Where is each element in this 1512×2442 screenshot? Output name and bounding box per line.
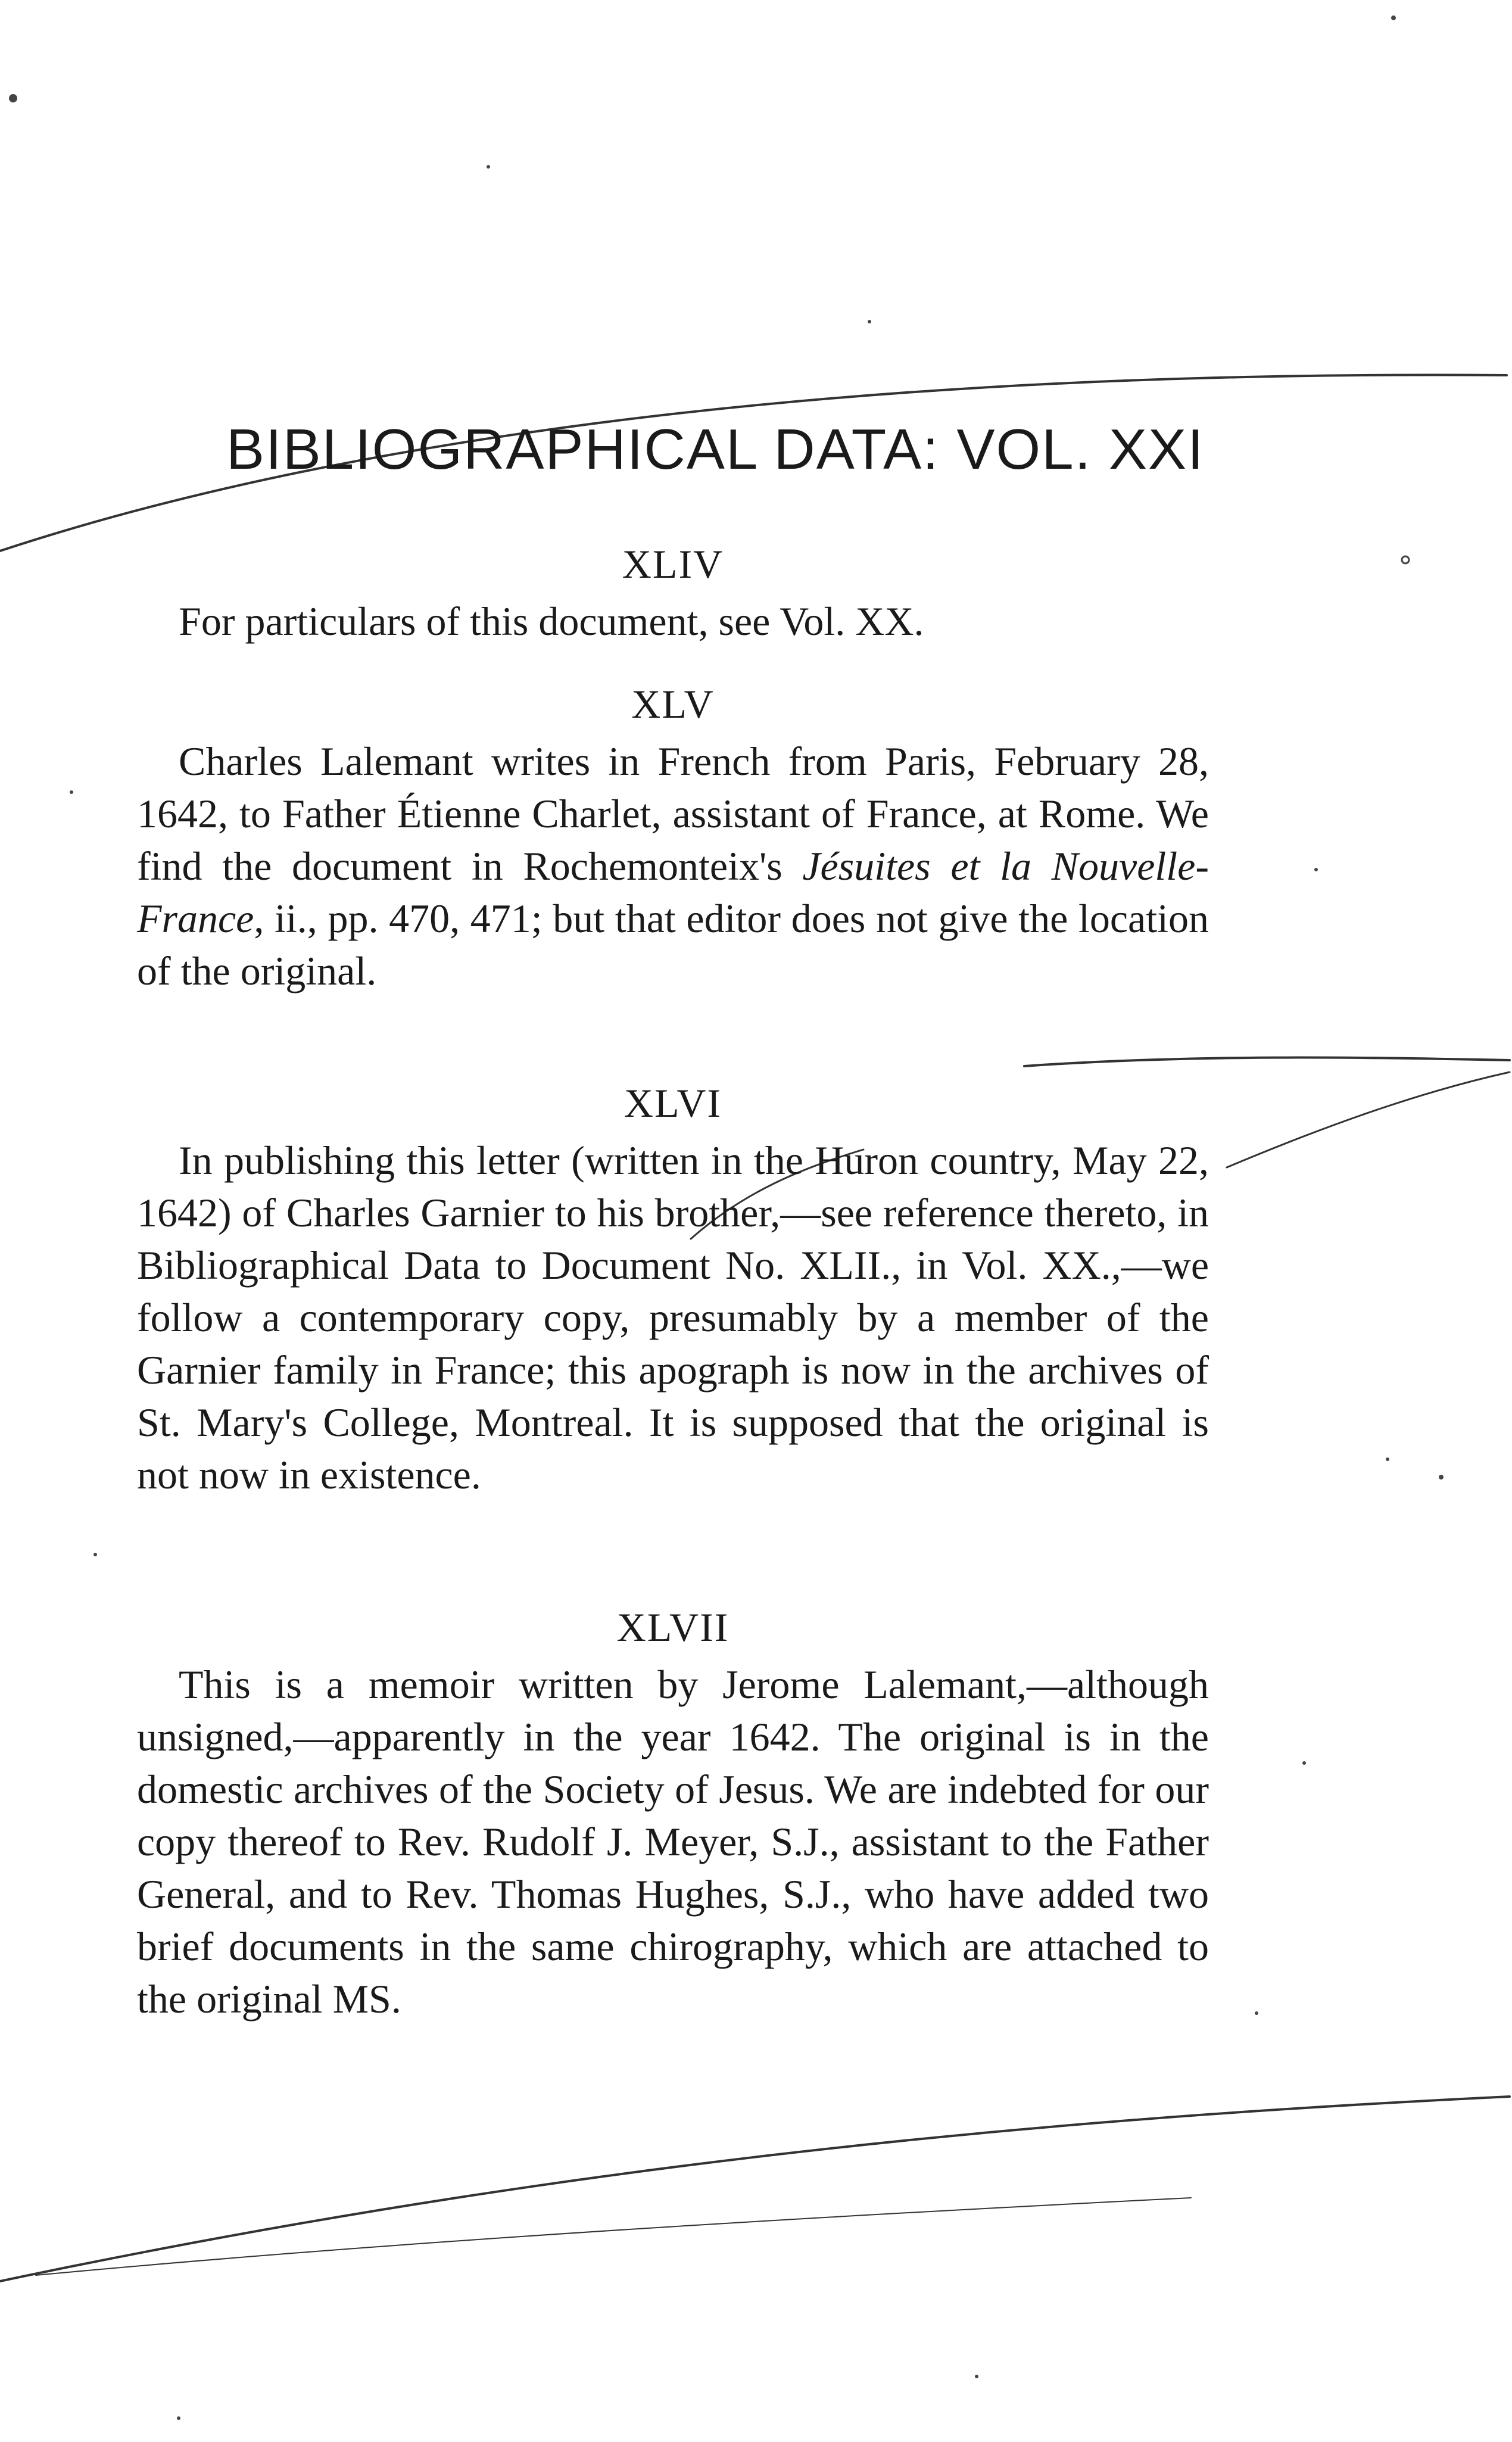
section-text-part: , ii., pp. 470, 471; but that editor does not give the location of the original. bbox=[137, 896, 1209, 993]
section-xlvii bbox=[137, 1602, 1209, 2025]
section-text bbox=[137, 735, 1209, 997]
scan-line bbox=[1024, 1058, 1510, 1066]
page-title: BIBLIOGRAPHICAL DATA: VOL. XXI bbox=[226, 418, 1205, 481]
section-text: This is a memoir written by Jerome Lalemant,—although unsigned,—apparently in the year 1642. The original is in the domestic archives of the Society of Jesus. We are indebted for our copy thereof to Rev. Rudolf J. Meyer, S.J., assistant to the Father General, and to Rev. Thomas Hughes, S.J., who have added two brief documents in the same chirography, which are attached to the original MS. bbox=[137, 1662, 1209, 2021]
scan-line bbox=[1227, 1072, 1510, 1167]
section-xlvi bbox=[137, 1078, 1209, 1501]
section-xliv bbox=[137, 539, 1209, 647]
section-xlv bbox=[137, 679, 1209, 997]
section-heading: XLVII bbox=[616, 1605, 729, 1650]
scan-line bbox=[36, 2198, 1191, 2275]
scan-line bbox=[0, 2097, 1510, 2281]
section-heading: XLV bbox=[631, 681, 715, 727]
book-title: Jésuites et la Nouvelle-France bbox=[137, 843, 1209, 941]
section-text: For particulars of this document, see Vol. XX. bbox=[179, 599, 924, 644]
section-text: In publishing this letter (written in the Huron country, May 22, 1642) of Charles Garnier to his brother,—see reference thereto, in Bibliographical Data to Document No. XLII., in Vol. XX.,—we follow a contemporary copy, presumably by a member of the Garnier family in France; this apograph is now in the archives of St. Mary's College, Montreal. It is supposed that the original is not now in existence. bbox=[137, 1138, 1209, 1497]
section-heading: XLIV bbox=[622, 541, 724, 587]
section-text-part: Charles Lalemant writes in French from Paris, February 28, 1642, to Father Étienne Charlet, assistant of France, at Rome. We find the document in Rochemonteix's bbox=[137, 739, 1209, 889]
section-heading: XLVI bbox=[623, 1080, 722, 1126]
